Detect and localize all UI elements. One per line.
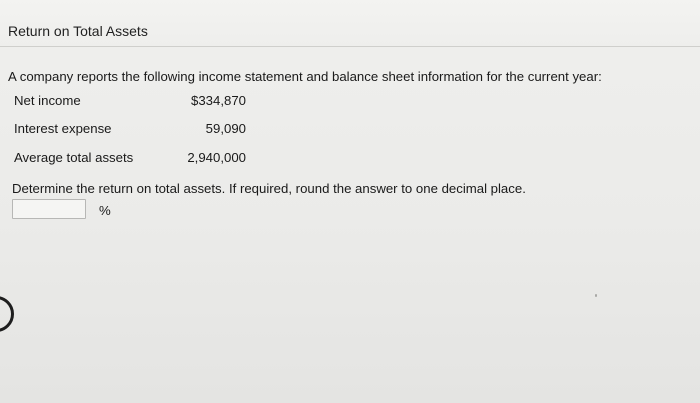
screen-speck bbox=[595, 294, 597, 297]
net-income-label: Net income bbox=[14, 93, 81, 108]
answer-input[interactable] bbox=[12, 199, 86, 219]
partial-circle-shape bbox=[0, 296, 14, 332]
percent-unit-label: % bbox=[99, 203, 111, 218]
header-divider bbox=[0, 46, 700, 47]
average-total-assets-value: 2,940,000 bbox=[187, 150, 246, 165]
page-title: Return on Total Assets bbox=[8, 23, 148, 39]
problem-statement: A company reports the following income statement and balance sheet information for the current year: bbox=[8, 69, 602, 84]
interest-expense-label: Interest expense bbox=[14, 121, 112, 136]
interest-expense-value: 59,090 bbox=[205, 121, 246, 136]
net-income-value: $334,870 bbox=[190, 93, 246, 108]
question-instruction: Determine the return on total assets. If required, round the answer to one decimal place. bbox=[12, 181, 526, 196]
average-total-assets-label: Average total assets bbox=[14, 150, 134, 165]
